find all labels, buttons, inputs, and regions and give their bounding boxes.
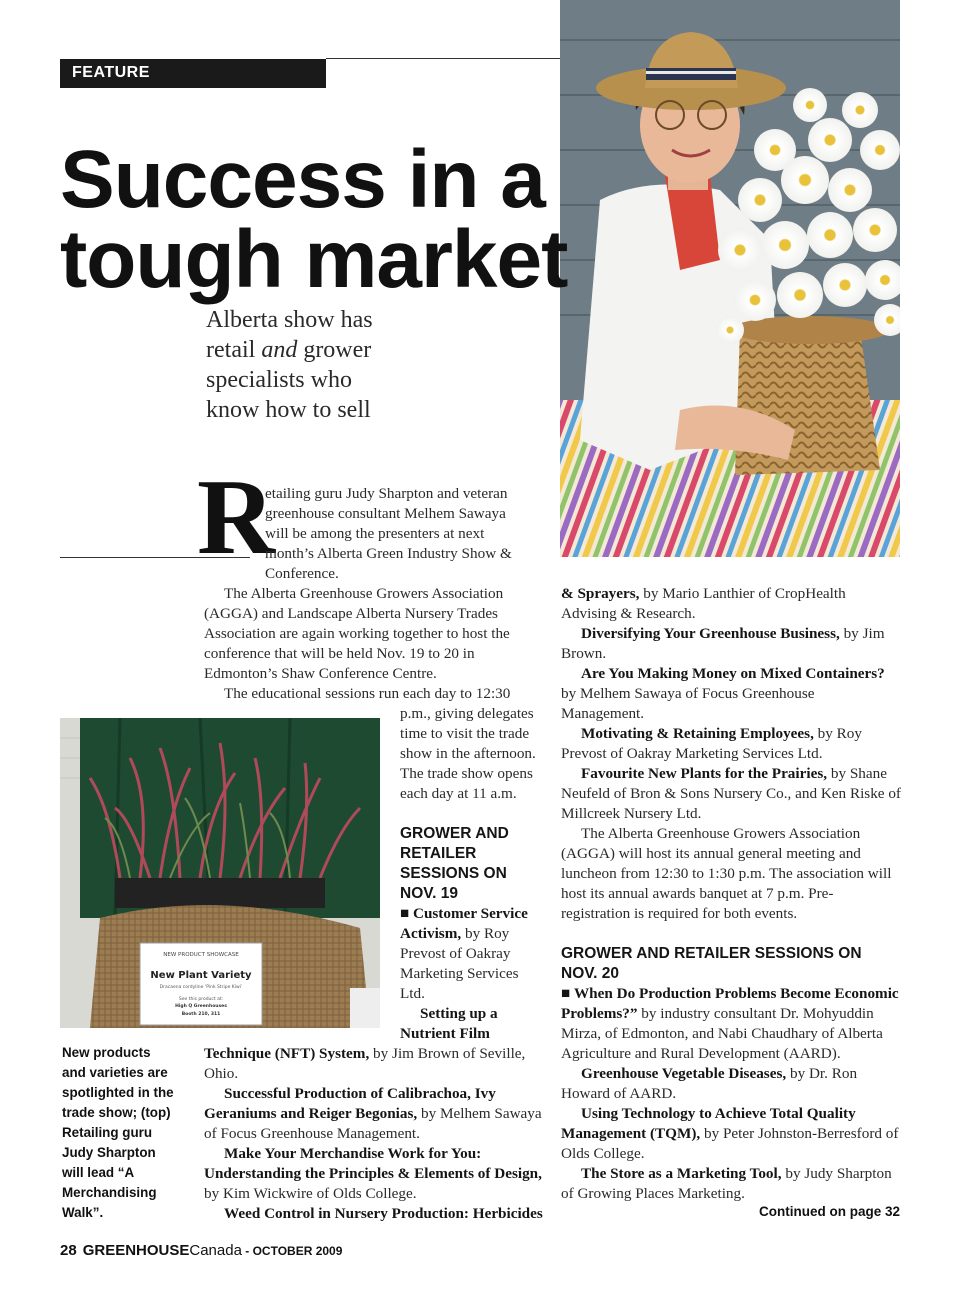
session-title: When Do Production Problems Become Economic Problems?”: [561, 985, 899, 1022]
session-presenter: by Roy Prevost of Oakray Marketing Services Ltd.: [400, 925, 519, 1002]
caption-line: spotlighted in the: [62, 1085, 174, 1100]
session-item: [561, 724, 901, 764]
session-item: [561, 584, 901, 624]
booth-sign-company: High Q Greenhouses: [175, 1004, 227, 1009]
session-title: Greenhouse Vegetable Diseases,: [581, 1065, 787, 1082]
lead-line: Conference.: [265, 565, 339, 582]
body-column-1-top: [204, 584, 540, 704]
session-item: [561, 764, 901, 824]
caption-line: trade show; (top): [62, 1105, 171, 1120]
lead-line: etailing guru Judy Sharpton and veteran: [265, 485, 508, 502]
session-item: [561, 624, 901, 664]
session-item: [400, 1004, 545, 1044]
session-presenter: by Melhem Sawaya of Focus Greenhouse Management.: [204, 1105, 542, 1142]
session-title: Technique (NFT) System,: [204, 1045, 370, 1062]
caption-line: and varieties are: [62, 1065, 168, 1080]
session-item: [204, 1044, 544, 1084]
issue-date: OCTOBER 2009: [252, 1244, 343, 1258]
booth-sign-header: NEW PRODUCT SHOWCASE: [163, 952, 239, 958]
session-title: Diversifying Your Greenhouse Business,: [581, 625, 840, 642]
deck-line-2-italic: and: [261, 337, 298, 363]
body-column-1-bottom: [204, 1044, 544, 1224]
session-title: Weed Control in Nursery Production: Herbicides: [224, 1205, 543, 1222]
page-footer: [60, 1242, 342, 1259]
session-title: The Store as a Marketing Tool,: [581, 1165, 782, 1182]
section-rule: [326, 58, 560, 59]
session-presenter: by industry consultant Dr. Mohyuddin Mirza, of Edmonton, and Nabi Chaudhary of Alberta Agriculture and Rural Development (AARD).: [561, 1005, 883, 1062]
trade-show-booth-photo: [60, 718, 380, 1028]
session-item: [204, 1144, 544, 1204]
headline-line-1: Success in a: [60, 134, 545, 225]
session-presenter: by Jim Brown of Seville, Ohio.: [204, 1045, 526, 1082]
session-item: [561, 984, 901, 1064]
section-heading-nov-20: GROWER AND RETAILER SESSIONS ON NOV. 20: [561, 945, 862, 982]
footer-separator: -: [241, 1244, 253, 1258]
booth-sign-title: New Plant Variety: [150, 970, 252, 981]
session-presenter: by Dr. Ron Howard of AARD.: [561, 1065, 858, 1102]
session-title: Customer Service Activism,: [400, 905, 528, 942]
deck-line-3: specialists who: [206, 367, 352, 393]
section-heading-nov-19: GROWER AND RETAILER SESSIONS ON NOV. 19: [400, 825, 509, 902]
session-title: Make Your Merchandise Work for You: Understanding the Principles & Elements of Design,: [204, 1145, 542, 1182]
lead-line: month’s Alberta Green Industry Show &: [265, 545, 512, 562]
body-column-2: [561, 584, 901, 1204]
deck: [206, 305, 466, 425]
deck-line-2a: retail: [206, 337, 262, 363]
booth-sign-booth: Booth 210, 311: [181, 1012, 221, 1017]
session-item: [561, 1064, 901, 1104]
session-item: [561, 1164, 901, 1204]
session-item: [400, 904, 545, 1004]
caption-line: Merchandising: [62, 1185, 157, 1200]
session-presenter: by Jim Brown.: [561, 625, 885, 662]
lead-paragraph: [265, 484, 545, 584]
caption-line: Walk”.: [62, 1205, 104, 1220]
session-presenter: by Judy Sharpton of Growing Places Marketing.: [561, 1165, 892, 1202]
caption-line: New products: [62, 1045, 151, 1060]
body-paragraph: The Alberta Greenhouse Growers Association (AGGA) and Landscape Alberta Nursery Trades Association are again working together to host the conference that will be held Nov. 19 to 20 in Edmonton’s Shaw Conference Centre.: [204, 585, 510, 682]
deck-line-4: know how to sell: [206, 397, 371, 423]
photo-caption: [62, 1043, 202, 1223]
body-paragraph: The Alberta Greenhouse Growers Association (AGGA) will host its annual general meeting and luncheon from 12:30 to 1:30 p.m. The association will host its annual awards banquet at 7 p.m. Pre-registration is required for both events.: [561, 825, 892, 922]
body-column-1-narrow: [400, 704, 545, 1044]
section-label-bar: [60, 59, 326, 88]
booth-sign-subtitle: Dracaena cordyline ‘Pink Stripe Kiwi’: [159, 985, 243, 990]
session-title: Favourite New Plants for the Prairies,: [581, 765, 828, 782]
session-title: & Sprayers,: [561, 585, 640, 602]
lead-line: will be among the presenters at next: [265, 525, 485, 542]
drop-cap: R: [197, 458, 275, 577]
headline-line-2: tough market: [60, 214, 568, 305]
booth-sign-see: See this product at:: [178, 997, 224, 1002]
magazine-name-light: Canada: [189, 1242, 242, 1259]
bullet-square-icon: ■: [400, 905, 410, 922]
caption-line: will lead “A: [62, 1165, 135, 1180]
lead-line: greenhouse consultant Melhem Sawaya: [265, 505, 506, 522]
session-presenter: by Roy Prevost of Oakray Marketing Services Ltd.: [561, 725, 862, 762]
session-title: Setting up a Nutrient Film: [400, 1005, 498, 1042]
session-item: [561, 664, 901, 724]
session-item: [204, 1204, 544, 1224]
headline: [60, 134, 760, 305]
session-title: Successful Production of Calibrachoa, Ivy Geraniums and Reiger Begonias,: [204, 1085, 496, 1122]
session-presenter: by Mario Lanthier of CropHealth Advising & Research.: [561, 585, 846, 622]
caption-line: Retailing guru: [62, 1125, 153, 1140]
magazine-name-bold: GREENHOUSE: [82, 1242, 190, 1259]
continued-on-page-link: Continued on page 32: [758, 1204, 900, 1219]
session-title: Using Technology to Achieve Total Quality Management (TQM),: [561, 1105, 856, 1142]
bullet-square-icon: ■: [561, 985, 571, 1002]
body-paragraph: p.m., giving delegates time to visit the trade show in the afternoon. The trade show opens each day at 11 a.m.: [400, 705, 536, 802]
session-item: [204, 1084, 544, 1144]
session-presenter: by Melhem Sawaya of Focus Greenhouse Management.: [561, 685, 815, 722]
deck-line-2c: grower: [297, 337, 372, 363]
session-presenter: by Peter Johnston-Berresford of Olds College.: [561, 1125, 899, 1162]
session-presenter: by Shane Neufeld of Bron & Sons Nursery Co., and Ken Riske of Millcreek Nursery Ltd.: [561, 765, 901, 822]
body-paragraph: The educational sessions run each day to 12:30: [224, 685, 511, 702]
session-title: Motivating & Retaining Employees,: [581, 725, 814, 742]
session-title: Are You Making Money on Mixed Containers?: [581, 665, 885, 682]
deck-line-1: Alberta show has: [206, 307, 373, 333]
session-item: [561, 1104, 901, 1164]
session-presenter: by Kim Wickwire of Olds College.: [204, 1185, 417, 1202]
page-number: 28: [60, 1242, 77, 1259]
caption-line: Judy Sharpton: [62, 1145, 156, 1160]
section-label: FEATURE: [72, 64, 150, 81]
